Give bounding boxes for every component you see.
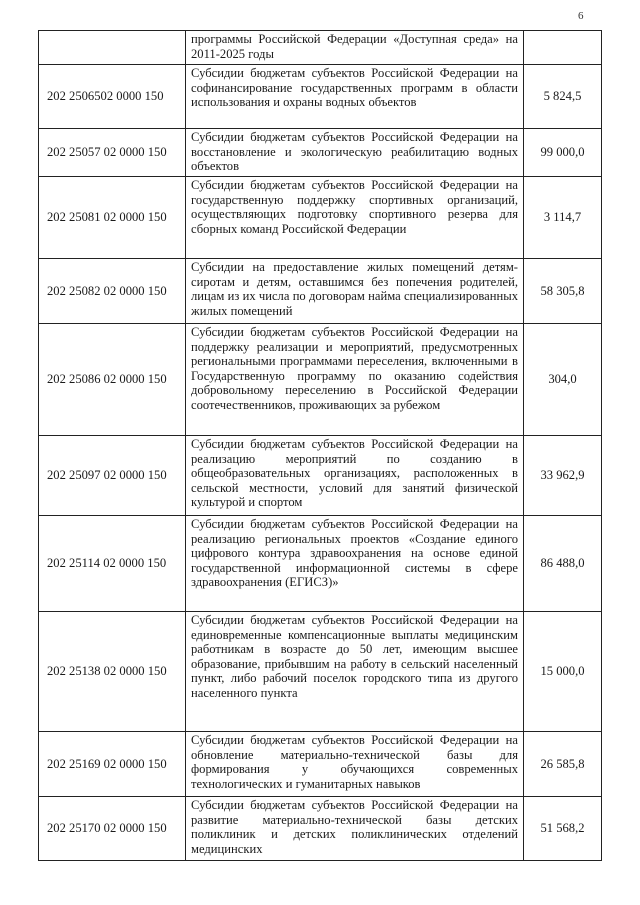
- table-row: [39, 732, 602, 797]
- amount-cell: 304,0: [524, 324, 602, 436]
- budget-code-cell: 202 25114 02 0000 150: [39, 516, 186, 612]
- budget-code-cell: [39, 31, 186, 65]
- description-cell: Субсидии бюджетам субъектов Российской Федерации на восстановление и экологическую реабилитацию водных объектов: [186, 129, 524, 177]
- amount-cell: 99 000,0: [524, 129, 602, 177]
- description-cell: Субсидии бюджетам субъектов Российской Федерации на реализацию мероприятий по созданию в общеобразовательных организациях, расположенных в сельской местности, условий для занятий физической культурой и спортом: [186, 436, 524, 516]
- budget-code-cell: 202 25169 02 0000 150: [39, 732, 186, 797]
- amount-cell: 86 488,0: [524, 516, 602, 612]
- description-cell: Субсидии бюджетам субъектов Российской Федерации на государственную поддержку спортивных организаций, осуществляющих подготовку спортивного резерва для сборных команд Российской Федерации: [186, 177, 524, 259]
- table-row: [39, 177, 602, 259]
- description-cell: Субсидии бюджетам субъектов Российской Федерации на развитие материально-технической базы детских поликлиник и детских поликлинических отделений медицинских: [186, 797, 524, 861]
- budget-code-cell: 202 25170 02 0000 150: [39, 797, 186, 861]
- table-row: [39, 31, 602, 65]
- budget-table: [38, 30, 602, 861]
- amount-cell: 5 824,5: [524, 65, 602, 129]
- table-row: [39, 259, 602, 324]
- table-row: [39, 516, 602, 612]
- table-row: [39, 612, 602, 732]
- table-row: [39, 129, 602, 177]
- description-cell: Субсидии бюджетам субъектов Российской Федерации на обновление материально-технической базы для формирования у обучающихся современных технологических и гуманитарных навыков: [186, 732, 524, 797]
- amount-cell: 58 305,8: [524, 259, 602, 324]
- amount-cell: [524, 31, 602, 65]
- amount-cell: 26 585,8: [524, 732, 602, 797]
- budget-code-cell: 202 25082 02 0000 150: [39, 259, 186, 324]
- description-cell: Субсидии бюджетам субъектов Российской Федерации на единовременные компенсационные выплаты медицинским работникам в возрасте до 50 лет, имеющим высшее образование, прибывшим на работу в сельский населенный пункт, либо рабочий поселок городского типа из другого населенного пункта: [186, 612, 524, 732]
- description-cell: Субсидии бюджетам субъектов Российской Федерации на реализацию региональных проектов «Создание единого цифрового контура здравоохранения на основе единой государственной информационной системы в сфере здравоохранения (ЕГИСЗ)»: [186, 516, 524, 612]
- description-cell: Субсидии бюджетам субъектов Российской Федерации на софинансирование государственных программ в области использования и охраны водных объектов: [186, 65, 524, 129]
- page-number: 6: [578, 10, 584, 22]
- amount-cell: 33 962,9: [524, 436, 602, 516]
- amount-cell: 15 000,0: [524, 612, 602, 732]
- description-cell: Субсидии бюджетам субъектов Российской Федерации на поддержку реализации и мероприятий, предусмотренных региональными программами переселения, включенными в Государственную программу по оказанию содействия добровольному переселению в Российской Федерации соотечественников, проживающих за рубежом: [186, 324, 524, 436]
- budget-code-cell: 202 25086 02 0000 150: [39, 324, 186, 436]
- description-cell: Субсидии на предоставление жилых помещений детям-сиротам и детям, оставшимся без попечения родителей, лицам из их числа по договорам найма специализированных жилых помещений: [186, 259, 524, 324]
- budget-code-cell: 202 25081 02 0000 150: [39, 177, 186, 259]
- description-cell: программы Российской Федерации «Доступная среда» на 2011-2025 годы: [186, 31, 524, 65]
- budget-code-cell: 202 2506502 0000 150: [39, 65, 186, 129]
- table-row: [39, 436, 602, 516]
- table-row: [39, 65, 602, 129]
- budget-code-cell: 202 25057 02 0000 150: [39, 129, 186, 177]
- amount-cell: 3 114,7: [524, 177, 602, 259]
- amount-cell: 51 568,2: [524, 797, 602, 861]
- table-row: [39, 324, 602, 436]
- budget-code-cell: 202 25138 02 0000 150: [39, 612, 186, 732]
- budget-code-cell: 202 25097 02 0000 150: [39, 436, 186, 516]
- table-row: [39, 797, 602, 861]
